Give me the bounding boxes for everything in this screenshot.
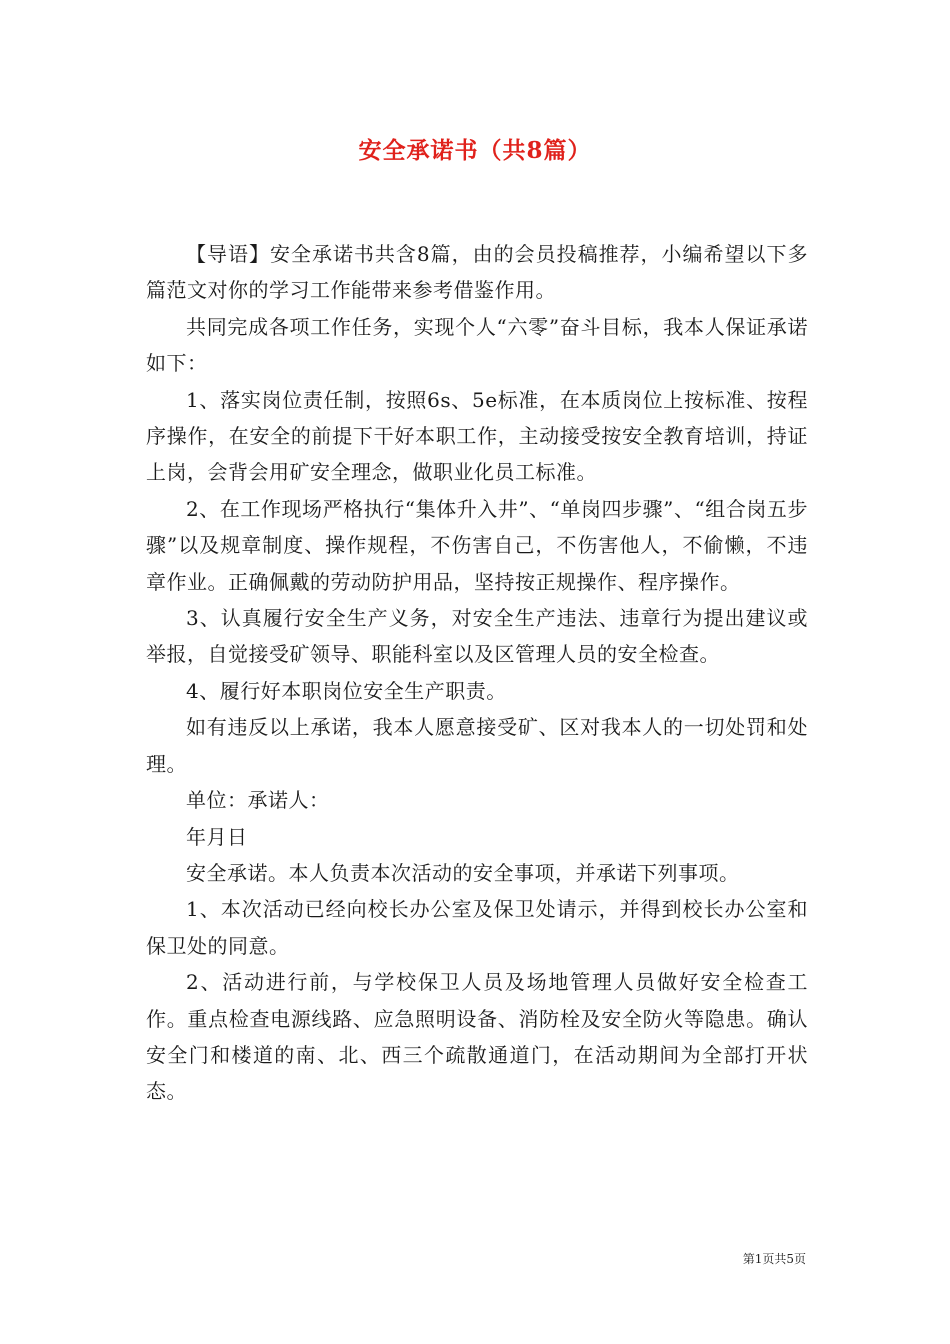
- paragraph-date: 年月日: [186, 824, 248, 849]
- paragraph-item-4: 4、履行好本职岗位安全生产职责。: [186, 678, 507, 703]
- paragraph-signature: 单位：承诺人：: [186, 788, 330, 813]
- paragraph-activity-pledge: 安全承诺。本人负责本次活动的安全事项，并承诺下列事项。: [186, 860, 740, 885]
- document-body: [146, 236, 808, 1110]
- paragraph-item-3: 3、认真履行安全生产义务，对安全生产违法、违章行为提出建议或举报，自觉接受矿领导、职能科室以及区管理人员的安全检查。: [146, 606, 808, 667]
- page-number: 第1页共5页: [742, 1252, 806, 1266]
- paragraph-item-2: 2、在工作现场严格执行“集体升入井”、“单岗四步骤”、“组合岗五步骤”以及规章制度、操作规程，不伤害自己，不伤害他人，不偷懒，不违章作业。正确佩戴的劳动防护用品，坚持按正规操作、程序操作。: [146, 496, 808, 594]
- paragraph-intro: 【导语】安全承诺书共含8篇，由的会员投稿推荐，小编希望以下多篇范文对你的学习工作能带来参考借鉴作用。: [146, 242, 808, 303]
- paragraph-item-1: 1、落实岗位责任制，按照6s、5e标准，在本质岗位上按标准、按程序操作，在安全的前提下干好本职工作，主动接受按安全教育培训，持证上岗，会背会用矿安全理念，做职业化员工标准。: [146, 387, 808, 485]
- document-title: 安全承诺书（共8篇）: [358, 137, 592, 164]
- paragraph-activity-item-2: 2、活动进行前，与学校保卫人员及场地管理人员做好安全检查工作。重点检查电源线路、应急照明设备、消防栓及安全防火等隐患。确认安全门和楼道的南、北、西三个疏散通道门，在活动期间为全部打开状态。: [146, 970, 808, 1104]
- paragraph-activity-item-1: 1、本次活动已经向校长办公室及保卫处请示，并得到校长办公室和保卫处的同意。: [146, 897, 808, 958]
- paragraph-violation: 如有违反以上承诺，我本人愿意接受矿、区对我本人的一切处罚和处理。: [146, 715, 808, 776]
- paragraph-pledge-lead: 共同完成各项工作任务，实现个人“六零”奋斗目标，我本人保证承诺如下：: [146, 314, 808, 376]
